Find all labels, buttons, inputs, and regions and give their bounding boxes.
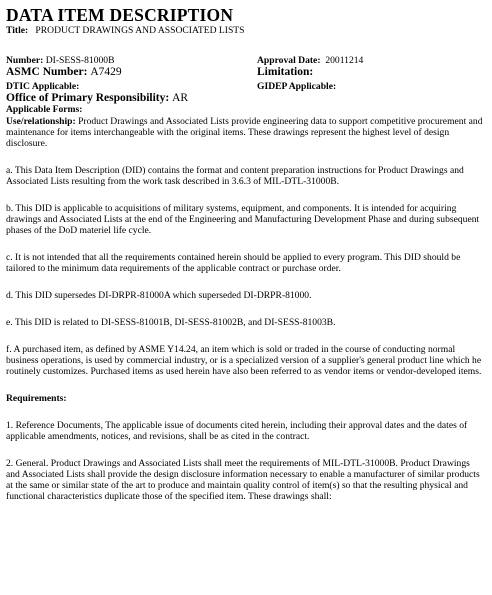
title-line xyxy=(6,25,484,37)
document-page xyxy=(6,6,484,502)
use-relationship-label: Use/relationship: xyxy=(6,116,76,127)
office-value: AR xyxy=(172,92,189,104)
office-label: Office of Primary Responsibility: xyxy=(6,92,170,104)
document-heading: DATA ITEM DESCRIPTION xyxy=(6,5,234,25)
applicable-forms-label: Applicable Forms: xyxy=(6,104,83,115)
use-relationship-text: Product Drawings and Associated Lists provide engineering data to support competitive procurement and maintenance for items interchangeable with the original items. These drawings represent the highest level of design disclosure. xyxy=(6,116,483,149)
meta-row-dtic xyxy=(6,81,484,92)
paragraph-a: a. This Data Item Description (DID) contains the format and content preparation instructions for Product Drawings and Associated Lists resulting from the work task described in 3.6.3 of MIL-DTL-31000B. xyxy=(6,165,464,187)
paragraph-e: e. This DID is related to DI-SESS-81001B, DI-SESS-81002B, and DI-SESS-81003B. xyxy=(6,317,336,328)
limitation-label: Limitation: xyxy=(257,66,314,78)
paragraph-f: f. A purchased item, as defined by ASME Y14.24, an item which is sold or traded in the course of conducting normal business operations, is used by commercial industry, or is a specialized version of a supplier's general product line which he routinely customizes. Purchased items as used herein have also been referred to as vendor items or vendor-developed items. xyxy=(6,344,482,377)
use-relationship-paragraph xyxy=(6,116,484,149)
meta-row-office xyxy=(6,92,484,104)
number-value: DI-SESS-81000B xyxy=(45,55,115,66)
requirement-1: 1. Reference Documents, The applicable issue of documents cited herein, including their approval dates and the dates of applicable amendments, notices, and revisions, shall be as cited in the contract. xyxy=(6,420,468,442)
asmc-label: ASMC Number: xyxy=(6,66,88,78)
title-value: PRODUCT DRAWINGS AND ASSOCIATED LISTS xyxy=(35,25,245,36)
requirement-2: 2. General. Product Drawings and Associated Lists shall meet the requirements of MIL-DTL-31000B. Product Drawings and Associated Lists shall provide the design disclosure information necessary to enable a manufacturer of similar products at the same or similar state of the art to produce and maintain quality control of item(s) so that the resulting physical and functional characteristics duplicate those of the specified item. These drawings shall: xyxy=(6,458,480,502)
number-label: Number: xyxy=(6,55,44,66)
approval-date-value: 20011214 xyxy=(325,55,364,66)
paragraph-b: b. This DID is applicable to acquisitions of military systems, equipment, and components. It is intended for acquiring drawings and Associated Lists at the end of the Engineering and Manufacturing Development Phase and during subsequent phases of the DoD materiel life cycle. xyxy=(6,203,480,236)
metadata-block xyxy=(6,55,484,115)
requirements-heading xyxy=(6,393,484,404)
paragraph-d: d. This DID supersedes DI-DRPR-81000A which superseded DI-DRPR-81000. xyxy=(6,290,312,301)
asmc-value: A7429 xyxy=(90,66,122,78)
title-label: Title: xyxy=(6,25,29,36)
meta-row-asmc xyxy=(6,66,484,78)
meta-row-number xyxy=(6,55,484,66)
approval-date-label: Approval Date: xyxy=(257,55,321,66)
gidep-label: GIDEP Applicable: xyxy=(257,81,337,92)
dtic-label: DTIC Applicable: xyxy=(6,81,80,92)
paragraph-c: c. It is not intended that all the requirements contained herein should be applied to every program. This DID should be tailored to the minimum data requirements of the applicable contract or purchase order. xyxy=(6,252,461,274)
requirements-label: Requirements: xyxy=(6,393,67,404)
meta-row-forms xyxy=(6,104,484,115)
